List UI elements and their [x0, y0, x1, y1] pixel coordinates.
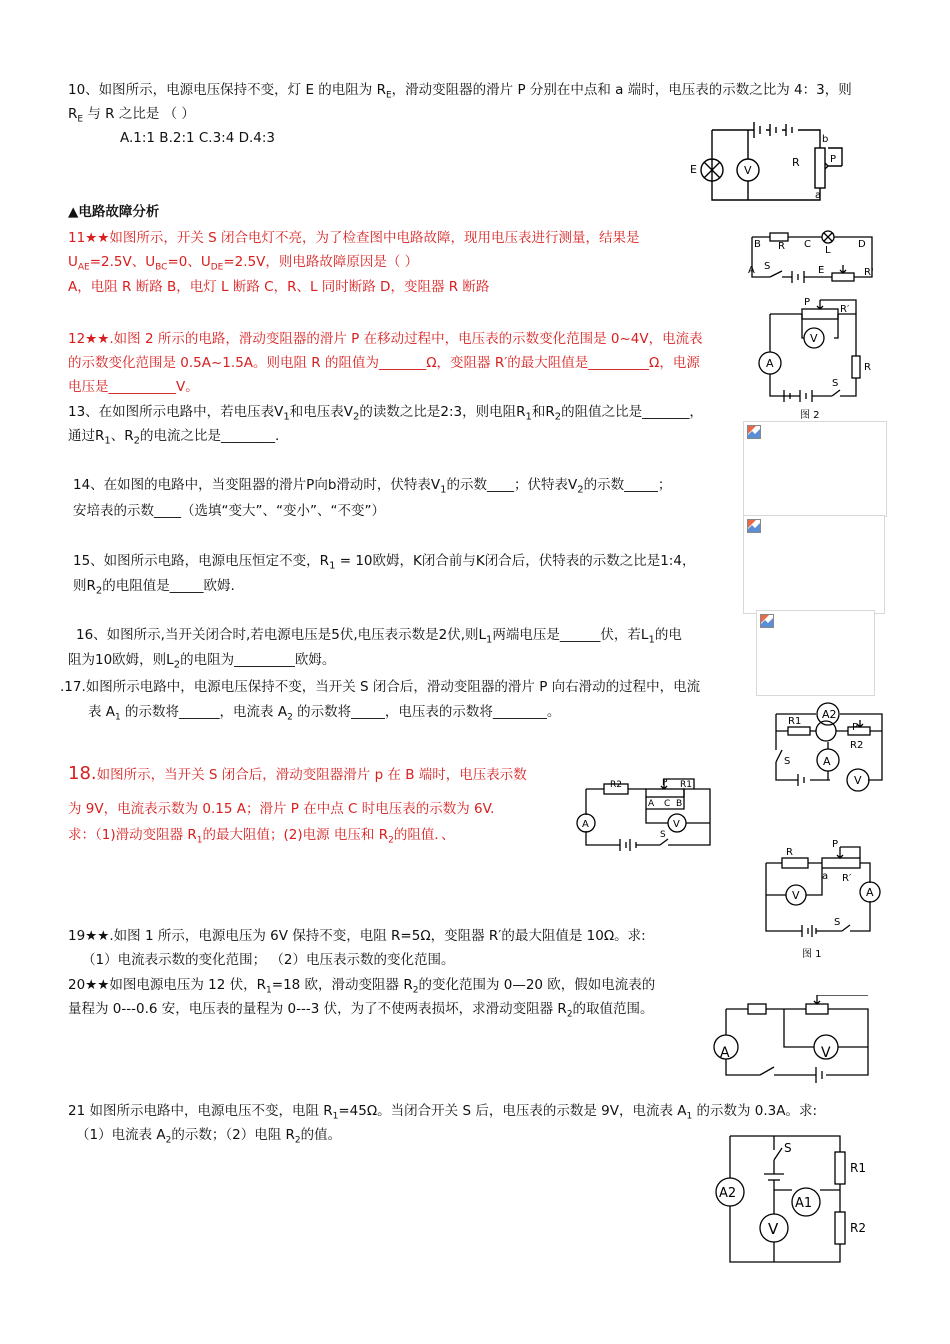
svg-text:R1: R1 — [680, 780, 692, 790]
q18-line1: 18.如图所示，当开关 S 闭合后，滑动变阻器滑片 p 在 B 端时，电压表示数 — [68, 763, 527, 784]
svg-text:S: S — [764, 261, 771, 272]
q18-circuit-figure — [576, 775, 718, 857]
q14-line1: 14、在如图的电路中，当变阻器的滑片P向b滑动时，伏特表$V_1$的示数____；伏特表$V_2$的示数_____； — [73, 477, 672, 496]
q12-line2: 的示数变化范围是 0.5A~1.5A。则电阻 R 的阻值为_______Ω，变阻器 R′的最大阻值是_________Ω，电源 — [68, 355, 700, 371]
svg-text:P: P — [852, 722, 859, 733]
svg-text:B: B — [754, 239, 761, 250]
svg-text:L: L — [825, 245, 831, 256]
svg-text:R1: R1 — [788, 716, 802, 727]
q18-line3: 求：（1)滑动变阻器 $R_1$的最大阻值；(2)电源 电压和 $R_2$的阻值．、 — [68, 827, 455, 846]
q15-line1: 15、如图所示电路，电源电压恒定不变，$R_1 = 10$欧姆，K闭合前与K闭合后，伏特表的示数之比是1:4， — [73, 553, 696, 572]
broken-image-icon — [747, 519, 761, 533]
svg-text:P: P — [804, 297, 811, 308]
svg-text:R2: R2 — [850, 740, 864, 751]
svg-text:R2: R2 — [610, 780, 622, 790]
svg-text:P: P — [832, 839, 839, 850]
q13-line2: 通过$R_1$、$R_2$的电流之比是________. — [68, 428, 280, 447]
q13-line1: 13、在如图所示电路中，若电压表$V_1$和电压表$V_2$的读数之比是2:3，则电阻$R_1$和$R_2$的阻值之比是_______， — [68, 404, 703, 423]
q10-options: A.1:1 B.2:1 C.3:4 D.4:3 — [120, 130, 276, 146]
svg-text:图 2: 图 2 — [800, 410, 820, 421]
q13-image-placeholder — [743, 421, 887, 517]
q20-line2: 量程为 0---0.6 安，电压表的量程为 0---3 伏，为了不使两表损坏，求滑动变阻器 $R_2$的取值范围。 — [68, 1001, 654, 1020]
svg-text:S: S — [784, 1141, 792, 1155]
svg-text:A: A — [582, 819, 589, 830]
q15-image-placeholder — [756, 610, 875, 696]
q17-line2: 表 $A_1$ 的示数将______，电流表 $A_2$ 的示数将_____，电压表的示数将________。 — [88, 704, 561, 723]
svg-text:A1: A1 — [795, 1196, 813, 1211]
svg-text:A: A — [866, 886, 874, 899]
svg-text:b: b — [822, 134, 829, 145]
svg-text:A: A — [823, 755, 831, 768]
svg-text:A: A — [648, 799, 655, 809]
q15-line2: 则$R_2$的电阻值是_____欧姆. — [73, 578, 235, 597]
svg-text:V: V — [768, 1220, 779, 1238]
q20-line1: 20★★如图电源电压为 12 伏，$R_1=18$ 欧，滑动变阻器 $R_2$的变化范围为 0—20 欧，假如电流表的 — [68, 977, 656, 996]
svg-text:S: S — [834, 917, 841, 928]
svg-text:P: P — [662, 778, 668, 788]
svg-text:V: V — [821, 1045, 831, 1061]
svg-text:V: V — [673, 819, 680, 830]
svg-text:a: a — [815, 190, 822, 201]
q21-line1: 21 如图所示电路中，电源电压不变，电阻 $R_1=45\Omega$。当闭合开关 S 后，电压表的示数是 9V，电流表 $A_1$ 的示数为 0.3A。求: — [68, 1103, 818, 1122]
svg-text:D: D — [858, 239, 866, 250]
q14-line2: 安培表的示数____（选填“变大”、“变小”、“不变”） — [73, 503, 385, 519]
q18-line2: 为 9V，电流表示数为 0.15 A；滑片 P 在中点 C 时电压表的示数为 6V. — [68, 801, 495, 817]
svg-text:图 1: 图 1 — [802, 949, 822, 960]
svg-text:V: V — [792, 889, 800, 902]
svg-text:A: A — [748, 265, 755, 276]
svg-text:S: S — [660, 830, 666, 840]
q12-circuit-figure — [752, 290, 877, 422]
svg-text:S: S — [832, 378, 839, 389]
broken-image-icon — [760, 614, 774, 628]
q17-circuit-figure — [770, 700, 890, 792]
q16-line2: 阻为10欧姆，则$L_2$的电阻为_________欧姆。 — [68, 652, 336, 671]
svg-text:R': R' — [864, 267, 874, 278]
svg-text:R1: R1 — [850, 1161, 866, 1175]
q12-line1: 12★★.如图 2 所示的电路，滑动变阻器的滑片 P 在移动过程中，电压表的示数变化范围是 0~4V，电流表 — [68, 331, 703, 347]
svg-text:R′: R′ — [842, 873, 852, 884]
q11-line2: $U_{AE}=2.5V$、$U_{BC}=0$、$U_{DE}=2.5V$，则电路故障原因是（ ） — [68, 254, 419, 273]
svg-text:A: A — [720, 1045, 730, 1061]
q11-line1: 11★★如图所示，开关 S 闭合电灯不亮，为了检查图中电路故障，现用电压表进行测量，结果是 — [68, 230, 640, 246]
q11-options: A，电阻 R 断路 B，电灯 L 断路 C，R、L 同时断路 D，变阻器 R 断路 — [68, 279, 490, 295]
q11-circuit-figure — [742, 225, 882, 287]
svg-text:V: V — [854, 774, 862, 787]
q10-circuit-figure — [682, 118, 852, 210]
q20-circuit-figure — [708, 995, 880, 1087]
svg-text:E: E — [690, 163, 697, 176]
q16-line1: 16、如图所示,当开关闭合时,若电源电压是5伏,电压表示数是2伏,则$L_1$两端电压是______伏，若$L_1$的电 — [76, 627, 682, 646]
svg-text:R: R — [786, 847, 793, 858]
svg-text:C: C — [664, 799, 671, 809]
q17-line1: .17.如图所示电路中，电源电压保持不变，当开关 S 闭合后，滑动变阻器的滑片 P 向右滑动的过程中，电流 — [60, 679, 701, 695]
svg-text:R: R — [792, 156, 800, 169]
section-title: ▲电路故障分析 — [68, 204, 160, 220]
q21-line2: （1）电流表 $A_2$的示数；（2）电阻 $R_2$的值。 — [76, 1127, 342, 1146]
svg-text:B: B — [676, 799, 683, 809]
svg-text:A: A — [766, 357, 774, 370]
q12-line3: 电压是__________V。 — [68, 379, 199, 395]
svg-text:C: C — [804, 239, 811, 250]
svg-text:P: P — [830, 154, 837, 165]
svg-text:A2: A2 — [719, 1186, 737, 1201]
svg-text:S: S — [784, 756, 791, 767]
q10-line2: $R_E$ 与 R 之比是 （ ） — [68, 106, 195, 125]
svg-text:V: V — [810, 332, 818, 345]
svg-text:a: a — [822, 871, 829, 882]
broken-image-icon — [747, 425, 761, 439]
svg-text:R: R — [864, 362, 871, 373]
q19-line2: （1）电流表示数的变化范围； （2）电压表示数的变化范围。 — [82, 952, 455, 968]
q21-circuit-figure — [706, 1130, 876, 1268]
q14-image-placeholder — [743, 515, 885, 614]
svg-text:E: E — [818, 265, 825, 276]
fig1-circuit-figure — [756, 833, 884, 961]
svg-text:R: R — [778, 241, 785, 252]
q10-line1: 10、如图所示，电源电压保持不变，灯 E 的电阻为 $R_E$，滑动变阻器的滑片 P 分别在中点和 a 端时，电压表的示数之比为 4：3，则 — [68, 82, 852, 101]
svg-text:A2: A2 — [822, 708, 837, 721]
svg-text:R2: R2 — [850, 1221, 866, 1235]
svg-text:R′: R′ — [840, 304, 850, 315]
q19-line1: 19★★.如图 1 所示，电源电压为 6V 保持不变，电阻 R=5Ω，变阻器 R′的最大阻值是 10Ω。求: — [68, 928, 646, 944]
svg-text:V: V — [744, 164, 752, 177]
